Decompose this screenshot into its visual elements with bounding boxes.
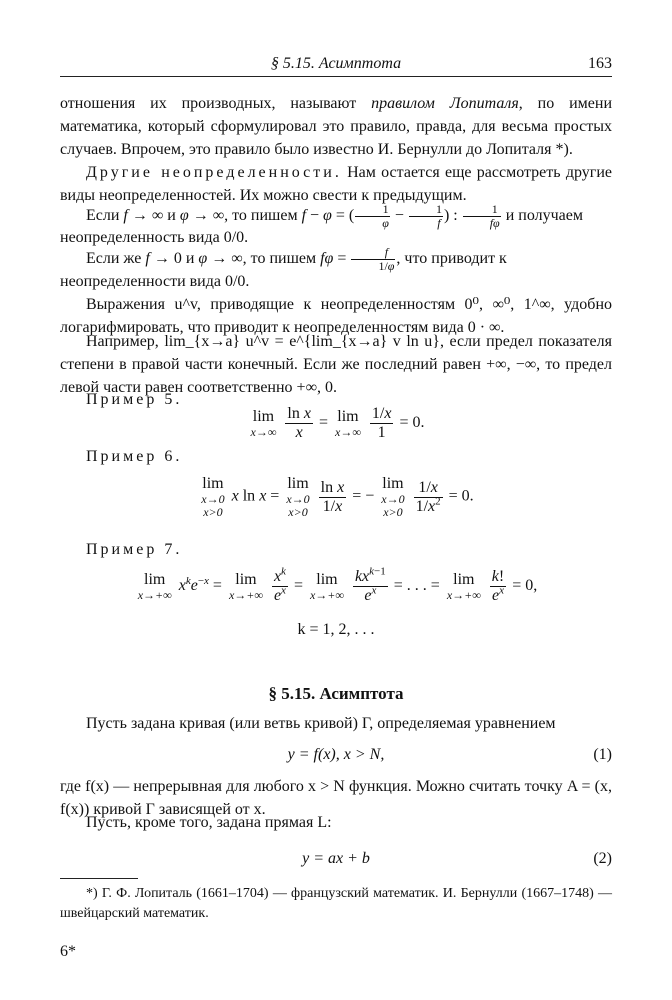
paragraph-zero-times-inf: Если же f → 0 и φ → ∞, то пишем fφ = $\frac{f}{1/\varphi}$ , что приводит к <box>86 245 507 273</box>
section-title: § 5.15. Асимптота <box>268 684 404 703</box>
equation-example-5: lim x→∞ $\frac{\text{ln x}}{x}$ = lim x→∞ $\frac{1/x}{1}$ = 0. <box>250 405 425 441</box>
paragraph-continuous: где f(x) — непрерывная для любого x > N функция. Можно считать точку A = (x, f(x)) кривой Γ зависящей от x. <box>60 778 612 818</box>
p2-text: Нам остается еще рассмотреть другие виды неопределенностей. Их можно свести к предыдущим. <box>60 164 612 204</box>
equation-example-6: lim x→0 x>0 x ln x = lim x→0 x>0 $\frac{\text{ln x}}{1/x}$ = − lim x→0 x>0 $\frac{1/x}{1/x^2}$ = 0. <box>201 475 474 519</box>
p4-b: , то пишем <box>242 250 321 268</box>
header-title: § 5.15. Асимптота <box>270 55 402 72</box>
p4-a: Если же <box>86 250 146 268</box>
p3-cont: неопределенность вида 0/0. <box>60 229 249 246</box>
paragraph-example-limit: Например, lim_{x→a} u^v = e^{lim_{x→a} v ln u}, если предел показателя степени в правой части конечный. Если же последний равен +∞, −∞, то предел левой части равен соответственно +∞, 0. <box>60 333 612 396</box>
paragraph-lopital <box>60 92 612 161</box>
equation-2: y = ax + b <box>302 850 370 867</box>
page-number: 163 <box>588 55 612 72</box>
p2-spaced: Другие неопределенности. <box>86 164 342 181</box>
example-7-label: Пример 7. <box>86 541 183 558</box>
equation-example-7: lim x→+∞ $x^ke^{-x}$ = lim x→+∞ $\frac{x^k}{e^x}$ = lim x→+∞ $kx^{k-1}$ $e^x$ = . . . = lim x→+∞ $\frac{k!}{e^x}$ = 0, <box>137 565 538 604</box>
signature-mark: 6* <box>60 943 76 960</box>
equation-1: y = f(x), x > N, <box>287 746 385 763</box>
paragraph-powers: Выражения u^v, приводящие к неопределенностям 0⁰, ∞⁰, 1^∞, удобно логарифмировать, что приводит к неопределенностям вида 0 · ∞. <box>60 296 612 336</box>
example-6-label: Пример 6. <box>86 448 183 465</box>
paragraph-inf-minus-inf: Если f → ∞ и φ → ∞, то пишем f − φ = ( $\frac{1}{\varphi}$ − $\frac{1}{f}$ ) : $\frac{1}{f\varphi}$ и получаем <box>86 202 583 230</box>
p4-cont: неопределенности вида 0/0. <box>60 273 250 290</box>
example-5-label: Пример 5. <box>86 391 183 408</box>
p3-a: Если <box>86 207 124 225</box>
footnote: *) Г. Ф. Лопиталь (1661–1704) — французский математик. И. Бернулли (1667–1748) — швейцарский математик. <box>60 886 612 921</box>
p4-c: , что приводит к <box>396 250 507 268</box>
p3-c: и получаем <box>501 207 583 225</box>
p1-end: , по имени математика, который сформулировал это правило, правда, для весьма простых случаев. Впрочем, это правило было известно И. Бернулли до Лопиталя *). <box>60 95 613 158</box>
p3-b: , то пишем <box>224 207 302 225</box>
paragraph-other-indeterminacies <box>60 161 612 207</box>
equation-1-number: (1) <box>593 746 612 763</box>
running-header <box>60 52 612 77</box>
p1-text: отношения их производных, называют <box>60 95 372 112</box>
equation-2-number: (2) <box>593 850 612 867</box>
equation-example-7-tail: k = 1, 2, . . . <box>297 621 375 638</box>
paragraph-line: Пусть, кроме того, задана прямая L: <box>86 814 332 831</box>
paragraph-curve: Пусть задана кривая (или ветвь кривой) Γ, определяемая уравнением <box>86 715 556 732</box>
footnote-rule <box>60 878 138 879</box>
p1-emphasis: правилом Лопиталя <box>371 95 519 112</box>
